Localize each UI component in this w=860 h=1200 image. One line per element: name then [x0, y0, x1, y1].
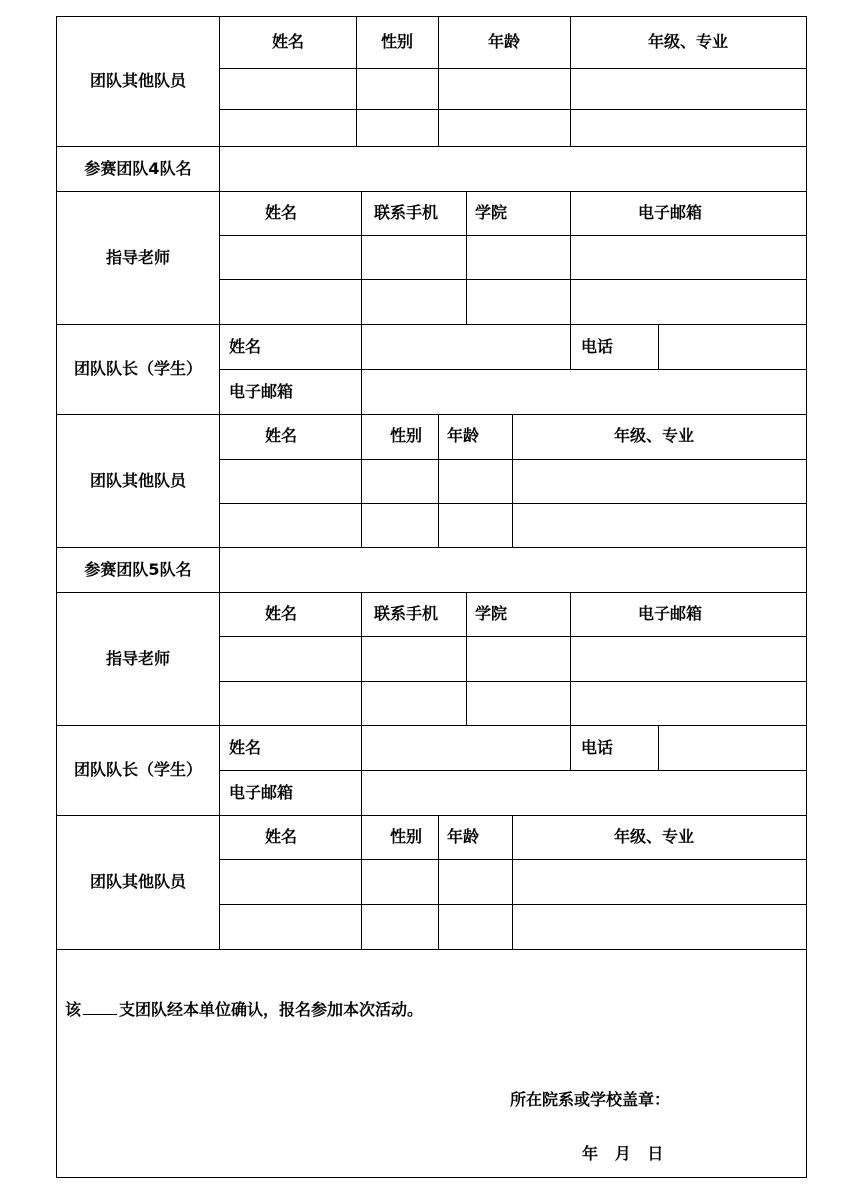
date-label: 年 月 日	[582, 1144, 664, 1163]
header-mobile: 联系手机	[373, 203, 439, 222]
section-label-leader5: 团队队长（学生）	[73, 760, 203, 779]
section-label-members-a: 团队其他队员	[89, 71, 187, 90]
section-label-team4-name: 参赛团队4队名	[84, 159, 192, 178]
header-gender: 性别	[380, 32, 414, 51]
header-name: 姓名	[264, 426, 298, 445]
statement-pre: 该	[65, 1000, 82, 1019]
header-college: 学院	[475, 604, 508, 623]
label-phone: 电话	[581, 738, 614, 757]
section-label-advisor4: 指导老师	[105, 248, 171, 267]
header-age: 年龄	[487, 32, 521, 51]
header-name: 姓名	[264, 827, 298, 846]
header-grade-major: 年级、专业	[647, 32, 729, 51]
header-age: 年龄	[447, 827, 480, 846]
header-email: 电子邮箱	[637, 604, 703, 623]
header-grade-major: 年级、专业	[613, 827, 695, 846]
label-name: 姓名	[229, 337, 262, 356]
header-email: 电子邮箱	[637, 203, 703, 222]
registration-form	[56, 16, 807, 1178]
label-email: 电子邮箱	[229, 783, 294, 802]
team-count-blank[interactable]	[83, 1000, 117, 1015]
header-grade-major: 年级、专业	[613, 426, 695, 445]
section-label-members5: 团队其他队员	[89, 872, 187, 891]
label-name: 姓名	[229, 738, 262, 757]
section-label-leader4: 团队队长（学生）	[73, 359, 203, 378]
header-college: 学院	[475, 203, 508, 222]
header-name: 姓名	[264, 203, 298, 222]
label-email: 电子邮箱	[229, 382, 294, 401]
header-name: 姓名	[264, 604, 298, 623]
header-gender: 性别	[389, 426, 423, 445]
section-label-team5-name: 参赛团队5队名	[84, 560, 192, 579]
header-name: 姓名	[271, 32, 305, 51]
seal-label: 所在院系或学校盖章：	[510, 1090, 671, 1109]
header-age: 年龄	[447, 426, 480, 445]
header-mobile: 联系手机	[373, 604, 439, 623]
header-gender: 性别	[389, 827, 423, 846]
section-label-members4: 团队其他队员	[89, 471, 187, 490]
confirmation-statement	[65, 1000, 423, 1020]
statement-post: 支团队经本单位确认，报名参加本次活动。	[119, 1000, 424, 1019]
section-label-advisor5: 指导老师	[105, 649, 171, 668]
label-phone: 电话	[581, 337, 614, 356]
